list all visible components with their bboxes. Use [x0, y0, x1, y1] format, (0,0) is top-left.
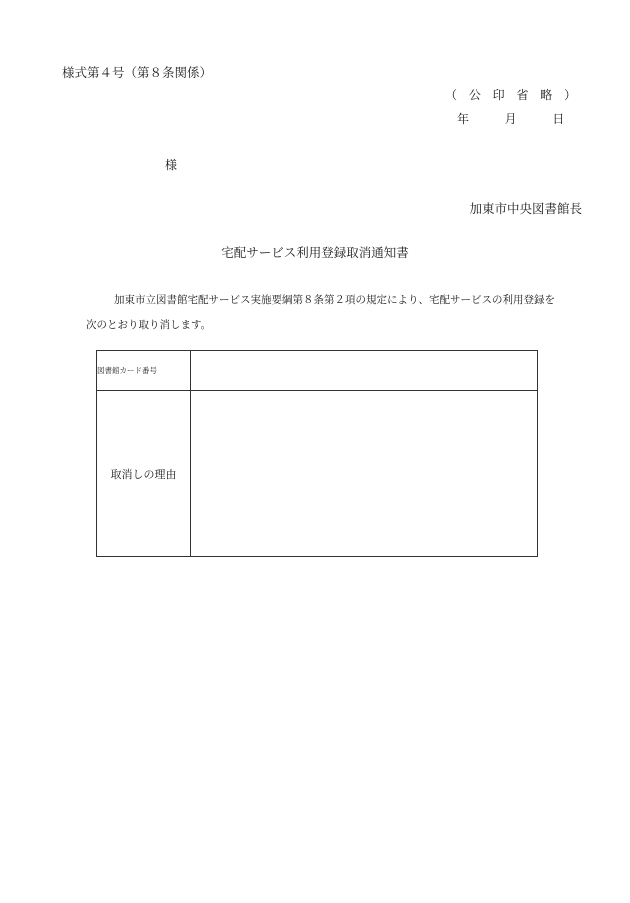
reason-label: 取消しの理由: [97, 391, 191, 557]
card-number-field[interactable]: [191, 351, 538, 391]
body-line-2: 次のとおり取り消します。: [86, 319, 212, 331]
form-table: [96, 350, 538, 557]
reason-field[interactable]: [191, 391, 538, 557]
date-year-label: 年: [457, 112, 470, 126]
form-number: 様式第４号（第８条関係）: [62, 65, 213, 80]
reason-row: [97, 391, 538, 557]
date-month-label: 月: [504, 112, 517, 126]
date-day-label: 日: [552, 112, 565, 126]
document-title: 宅配サービス利用登録取消通知書: [221, 245, 409, 260]
addressee-honorific: 様: [165, 158, 178, 172]
date-line: [457, 110, 564, 127]
issuer-name: 加東市中央図書館長: [469, 201, 582, 216]
card-number-row: [97, 351, 538, 391]
body-line-1: 加東市立図書館宅配サービス実施要綱第８条第２項の規定により、宅配サービスの利用登録を: [114, 294, 555, 306]
body-text: [86, 288, 555, 338]
seal-omitted-note: （ 公 印 省 略 ）: [445, 88, 581, 102]
card-number-label: 図書館カード番号: [97, 351, 191, 391]
